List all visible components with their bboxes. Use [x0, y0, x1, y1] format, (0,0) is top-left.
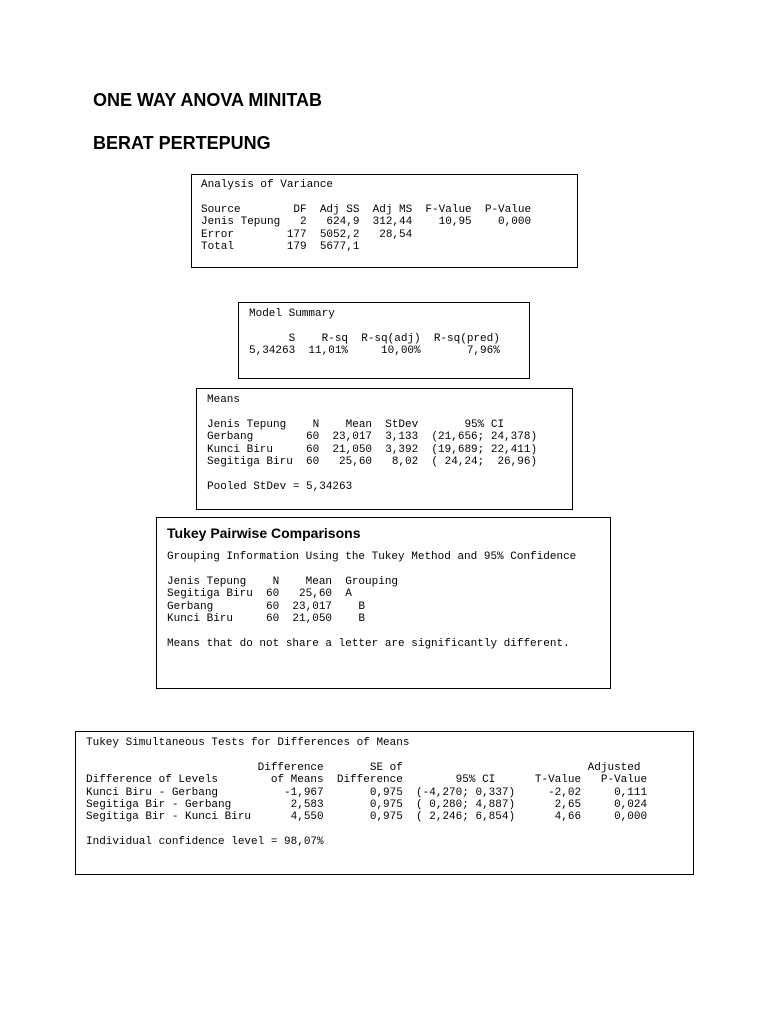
- means-table: Means Jenis Tepung N Mean StDev 95% CI Gerbang 60 23,017 3,133 (21,656; 24,378) Kunci Biru 60 21,050 3,392 (19,689; 22,411) Segitiga Biru 60 25,60 8,02 ( 24,24; 26,96) Pooled StDev = 5,34263: [207, 394, 538, 493]
- tukey-simultaneous-box: [75, 731, 694, 875]
- tukey-pairwise-title: Tukey Pairwise Comparisons: [167, 525, 361, 541]
- anova-table-box: [191, 174, 578, 268]
- anova-table: Analysis of Variance Source DF Adj SS Adj MS F-Value P-Value Jenis Tepung 2 624,9 312,44 10,95 0,000 Error 177 5052,2 28,54 Total 179 5677,1: [201, 179, 532, 254]
- means-box: [196, 388, 573, 510]
- section-title: BERAT PERTEPUNG: [93, 133, 271, 153]
- tukey-simultaneous-table: Tukey Simultaneous Tests for Differences of Means Difference SE of Adjusted Difference of Levels of Means Difference 95% CI T-Value P-Value Kunci Biru - Gerbang -1,967 0,975 (-4,270; 0,337) -2,02 0,111 Segitiga Bir - Gerbang 2,583 0,975 ( 0,280; 4,887) 2,65 0,024 Segitiga Bir - Kunci Biru 4,550 0,975 ( 2,246; 6,854) 4,66 0,000 Individual confidence level = 98,07%: [86, 737, 648, 849]
- tukey-pairwise-box: [156, 517, 611, 689]
- model-summary-box: [238, 302, 530, 379]
- tukey-grouping-table: Grouping Information Using the Tukey Method and 95% Confidence Jenis Tepung N Mean Grouping Segitiga Biru 60 25,60 A Gerbang 60 23,017 B Kunci Biru 60 21,050 B Means that do not share a letter are significantly different.: [167, 551, 577, 650]
- page-title: ONE WAY ANOVA MINITAB: [93, 90, 323, 110]
- model-summary-table: Model Summary S R-sq R-sq(adj) R-sq(pred) 5,34263 11,01% 10,00% 7,96%: [249, 308, 500, 358]
